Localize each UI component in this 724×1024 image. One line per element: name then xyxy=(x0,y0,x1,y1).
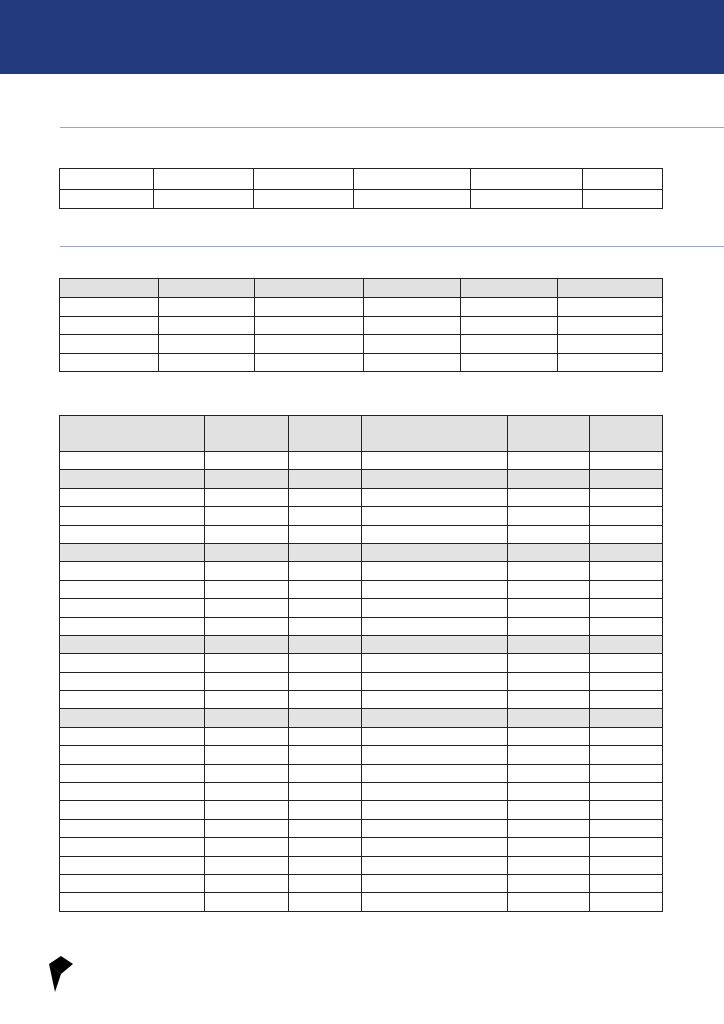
trait-cell xyxy=(60,353,159,372)
table-row xyxy=(60,691,663,709)
pta-cell xyxy=(205,691,289,709)
rel-cell xyxy=(590,893,663,911)
rel-cell xyxy=(590,507,663,525)
bull-header-dam xyxy=(471,169,583,190)
trait-cell xyxy=(60,819,205,837)
rel-cell xyxy=(289,783,362,801)
pta-cell xyxy=(508,709,590,727)
pta-cell xyxy=(508,838,590,856)
rel-cell xyxy=(590,709,663,727)
rel-cell xyxy=(289,452,362,470)
bull-header-dob xyxy=(254,169,354,190)
table-row xyxy=(60,543,663,561)
rel-cell xyxy=(289,727,362,745)
table-row xyxy=(60,672,663,690)
pta-cell xyxy=(205,746,289,764)
trait-cell xyxy=(60,746,205,764)
pta-header xyxy=(362,416,508,452)
trait-cell xyxy=(60,580,205,598)
zw-header xyxy=(461,279,558,298)
pta-cell xyxy=(508,562,590,580)
rel-cell xyxy=(289,874,362,892)
trait-cell xyxy=(60,562,205,580)
trait-cell xyxy=(255,335,364,354)
pta-cell xyxy=(508,654,590,672)
trait-cell xyxy=(362,893,508,911)
pta-cell xyxy=(205,452,289,470)
trait-cell xyxy=(362,635,508,653)
table-row xyxy=(60,874,663,892)
zw-header xyxy=(255,279,364,298)
trait-cell xyxy=(362,801,508,819)
pta-cell xyxy=(508,543,590,561)
pta-cell xyxy=(205,727,289,745)
zw-header xyxy=(364,279,461,298)
rel-cell xyxy=(590,562,663,580)
value-cell xyxy=(364,335,461,354)
company-logo xyxy=(47,950,137,998)
pta-cell xyxy=(508,525,590,543)
rel-cell xyxy=(590,874,663,892)
trait-cell xyxy=(60,507,205,525)
value-cell xyxy=(558,316,663,335)
trait-cell xyxy=(60,452,205,470)
pta-cell xyxy=(205,488,289,506)
bull-sire xyxy=(354,190,471,209)
value-cell xyxy=(364,298,461,317)
table-row xyxy=(60,783,663,801)
table-row xyxy=(60,801,663,819)
table-row xyxy=(60,470,663,488)
pta-cell xyxy=(205,635,289,653)
bull-header-sire xyxy=(354,169,471,190)
trait-cell xyxy=(362,507,508,525)
trait-cell xyxy=(362,709,508,727)
rel-cell xyxy=(590,617,663,635)
pta-cell xyxy=(508,635,590,653)
bull-details-table xyxy=(59,168,663,209)
value-cell xyxy=(159,316,255,335)
trait-cell xyxy=(60,727,205,745)
table-row xyxy=(60,316,663,335)
trait-cell xyxy=(362,452,508,470)
bull-dam xyxy=(471,190,583,209)
trait-cell xyxy=(60,893,205,911)
trait-cell xyxy=(60,543,205,561)
rel-cell xyxy=(590,691,663,709)
trait-cell xyxy=(60,635,205,653)
rel-cell xyxy=(289,488,362,506)
rel-cell xyxy=(590,580,663,598)
trait-cell xyxy=(362,599,508,617)
rel-cell xyxy=(289,654,362,672)
value-cell xyxy=(558,298,663,317)
bull-country xyxy=(583,190,663,209)
pta-header xyxy=(508,416,590,452)
trait-cell xyxy=(60,709,205,727)
pta-cell xyxy=(205,470,289,488)
trait-cell xyxy=(362,525,508,543)
pta-cell xyxy=(205,783,289,801)
pta-header xyxy=(289,416,362,452)
rel-cell xyxy=(590,599,663,617)
pta-cell xyxy=(205,654,289,672)
bull-header-name xyxy=(60,169,154,190)
value-cell xyxy=(558,335,663,354)
rel-cell xyxy=(289,599,362,617)
genomic-pta-table xyxy=(59,415,663,912)
trait-cell xyxy=(60,801,205,819)
table-row xyxy=(60,856,663,874)
value-cell xyxy=(364,353,461,372)
rel-cell xyxy=(289,819,362,837)
table-row xyxy=(60,635,663,653)
pta-cell xyxy=(205,764,289,782)
rel-cell xyxy=(289,893,362,911)
pta-cell xyxy=(508,764,590,782)
pta-cell xyxy=(508,452,590,470)
rel-cell xyxy=(289,856,362,874)
trait-cell xyxy=(362,672,508,690)
trait-cell xyxy=(362,562,508,580)
pta-cell xyxy=(205,672,289,690)
rel-cell xyxy=(289,635,362,653)
rel-cell xyxy=(590,838,663,856)
trait-cell xyxy=(461,316,558,335)
pta-cell xyxy=(508,470,590,488)
rel-cell xyxy=(289,470,362,488)
trait-cell xyxy=(60,617,205,635)
trait-cell xyxy=(461,353,558,372)
zw-header xyxy=(60,279,159,298)
trait-cell xyxy=(255,298,364,317)
rel-cell xyxy=(289,838,362,856)
trait-cell xyxy=(362,764,508,782)
trait-cell xyxy=(362,691,508,709)
trait-cell xyxy=(362,838,508,856)
bull-header-country xyxy=(583,169,663,190)
trait-cell xyxy=(362,470,508,488)
trait-cell xyxy=(362,488,508,506)
pta-cell xyxy=(508,599,590,617)
pta-cell xyxy=(508,488,590,506)
update-info xyxy=(60,385,71,400)
table-row xyxy=(60,525,663,543)
trait-cell xyxy=(362,746,508,764)
trait-cell xyxy=(60,654,205,672)
trait-cell xyxy=(362,783,508,801)
trait-cell xyxy=(461,298,558,317)
trait-cell xyxy=(60,316,159,335)
table-row xyxy=(60,298,663,317)
pta-cell xyxy=(205,838,289,856)
value-cell xyxy=(159,298,255,317)
rel-cell xyxy=(590,783,663,801)
trait-cell xyxy=(60,672,205,690)
table-row xyxy=(60,353,663,372)
rel-cell xyxy=(590,525,663,543)
table-row xyxy=(60,507,663,525)
pta-cell xyxy=(205,874,289,892)
table-row xyxy=(60,335,663,354)
rel-cell xyxy=(590,452,663,470)
pta-header xyxy=(590,416,663,452)
trait-cell xyxy=(60,488,205,506)
details-rule xyxy=(60,127,724,128)
rel-cell xyxy=(590,672,663,690)
trait-cell xyxy=(60,335,159,354)
trait-cell xyxy=(60,856,205,874)
pta-cell xyxy=(508,874,590,892)
bull-dob xyxy=(254,190,354,209)
pta-cell xyxy=(508,691,590,709)
table-row xyxy=(60,746,663,764)
pta-header xyxy=(60,416,205,452)
value-cell xyxy=(159,335,255,354)
pta-cell xyxy=(205,543,289,561)
value-cell xyxy=(558,353,663,372)
rel-cell xyxy=(590,819,663,837)
value-cell xyxy=(159,353,255,372)
trait-cell xyxy=(60,599,205,617)
pta-cell xyxy=(508,672,590,690)
header-banner xyxy=(0,0,724,74)
rel-cell xyxy=(289,543,362,561)
trait-cell xyxy=(255,316,364,335)
pta-cell xyxy=(205,525,289,543)
rel-cell xyxy=(289,562,362,580)
table-row xyxy=(60,562,663,580)
table-row xyxy=(60,654,663,672)
pta-cell xyxy=(508,856,590,874)
pta-cell xyxy=(508,819,590,837)
trait-cell xyxy=(362,874,508,892)
rel-cell xyxy=(590,727,663,745)
trait-cell xyxy=(362,856,508,874)
pta-cell xyxy=(205,562,289,580)
trait-cell xyxy=(60,470,205,488)
rel-cell xyxy=(289,580,362,598)
trait-cell xyxy=(60,838,205,856)
rel-cell xyxy=(590,635,663,653)
table-row xyxy=(60,838,663,856)
trait-cell xyxy=(362,819,508,837)
pta-cell xyxy=(205,856,289,874)
rel-cell xyxy=(590,488,663,506)
pta-cell xyxy=(508,617,590,635)
rel-cell xyxy=(289,691,362,709)
rel-cell xyxy=(590,654,663,672)
rel-cell xyxy=(289,764,362,782)
pta-cell xyxy=(508,727,590,745)
table-row xyxy=(60,488,663,506)
table-row xyxy=(60,893,663,911)
table-row xyxy=(60,580,663,598)
bull-id xyxy=(154,190,254,209)
trait-cell xyxy=(461,335,558,354)
pta-cell xyxy=(205,580,289,598)
trait-cell xyxy=(362,617,508,635)
trait-cell xyxy=(255,353,364,372)
pta-cell xyxy=(508,507,590,525)
rel-cell xyxy=(590,801,663,819)
pta-cell xyxy=(508,580,590,598)
pta-cell xyxy=(205,709,289,727)
zw-header xyxy=(159,279,255,298)
pta-cell xyxy=(205,507,289,525)
rel-cell xyxy=(289,709,362,727)
pta-cell xyxy=(508,746,590,764)
genomic-rule xyxy=(60,246,724,247)
pta-cell xyxy=(205,893,289,911)
table-row xyxy=(60,617,663,635)
trait-cell xyxy=(362,727,508,745)
rel-cell xyxy=(289,525,362,543)
rel-cell xyxy=(590,764,663,782)
pta-cell xyxy=(508,893,590,911)
trait-cell xyxy=(60,691,205,709)
pta-cell xyxy=(508,783,590,801)
rel-cell xyxy=(590,746,663,764)
pta-header xyxy=(205,416,289,452)
rel-cell xyxy=(289,746,362,764)
zw-header xyxy=(558,279,663,298)
logo-icon xyxy=(47,952,75,996)
pta-cell xyxy=(508,801,590,819)
table-row xyxy=(60,764,663,782)
rel-cell xyxy=(289,617,362,635)
pta-cell xyxy=(205,801,289,819)
value-cell xyxy=(364,316,461,335)
trait-cell xyxy=(60,764,205,782)
table-row xyxy=(60,599,663,617)
trait-cell xyxy=(362,580,508,598)
table-row xyxy=(60,819,663,837)
rel-cell xyxy=(289,801,362,819)
rel-cell xyxy=(590,543,663,561)
trait-cell xyxy=(362,654,508,672)
trait-cell xyxy=(60,298,159,317)
genomic-zw-table xyxy=(59,278,663,372)
trait-cell xyxy=(60,783,205,801)
pta-cell xyxy=(205,617,289,635)
trait-cell xyxy=(60,525,205,543)
pta-cell xyxy=(205,819,289,837)
rel-cell xyxy=(590,856,663,874)
pta-cell xyxy=(205,599,289,617)
rel-cell xyxy=(590,470,663,488)
table-row xyxy=(60,709,663,727)
trait-cell xyxy=(362,543,508,561)
bull-header-id xyxy=(154,169,254,190)
table-row xyxy=(60,452,663,470)
bull-name xyxy=(60,190,154,209)
table-row xyxy=(60,727,663,745)
rel-cell xyxy=(289,507,362,525)
trait-cell xyxy=(60,874,205,892)
rel-cell xyxy=(289,672,362,690)
